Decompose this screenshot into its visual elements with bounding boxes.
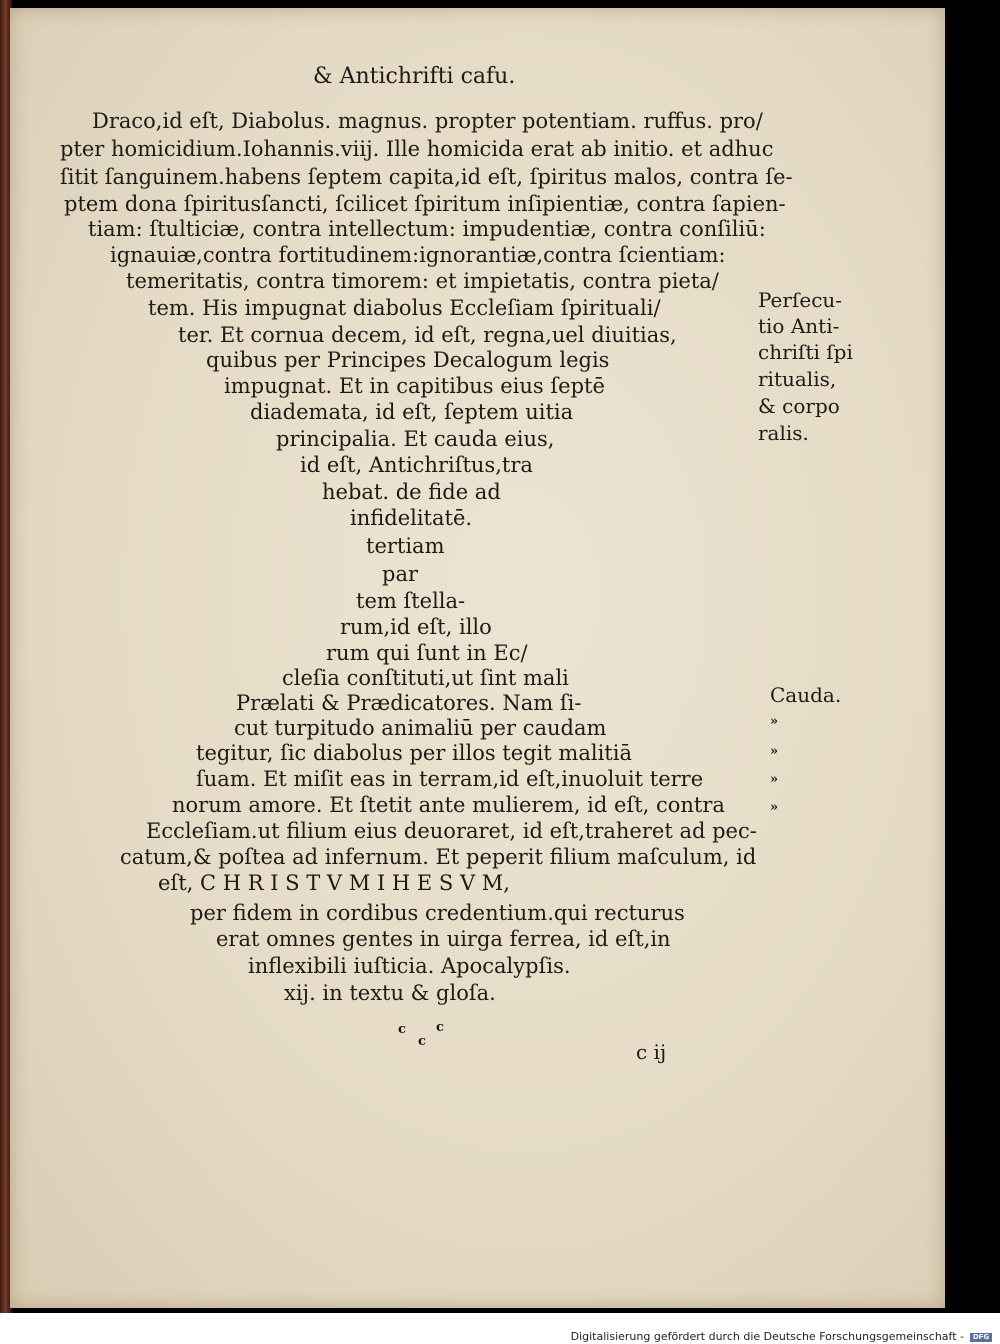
- margin-mark: »: [770, 714, 779, 729]
- body-line: impugnat. Et in capitibus eius ſeptē: [224, 374, 605, 398]
- signature-mark: c ij: [636, 1040, 667, 1064]
- margin-mark: »: [770, 800, 779, 815]
- body-line: ptem dona ſpiritusſancti, ſcilicet ſpiritum inſipientiæ, contra ſapien-: [64, 192, 786, 216]
- body-line: tem. His impugnat diabolus Eccleſiam ſpirituali/: [148, 296, 661, 320]
- margin-note-line: ralis.: [758, 421, 809, 445]
- page-mark: c: [398, 1022, 406, 1037]
- margin-mark: »: [770, 772, 779, 787]
- body-line: pter homicidium.Iohannis.viij. Ille homicida erat ab initio. et adhuc: [60, 137, 774, 161]
- page-mark: c: [418, 1034, 426, 1049]
- body-line: infidelitatē.: [350, 506, 473, 530]
- body-line: temeritatis, contra timorem: et impietatis, contra pieta/: [126, 269, 719, 293]
- body-line: eſt, C H R I S T V M I H E S V M,: [158, 871, 510, 895]
- body-line: tegitur, ſic diabolus per illos tegit malitiā: [196, 741, 632, 765]
- body-line: erat omnes gentes in uirga ferrea, id eſt,in: [216, 927, 671, 951]
- body-line: ſitit ſanguinem.habens ſeptem capita,id eſt, ſpiritus malos, contra ſe-: [60, 165, 793, 189]
- body-line: par: [382, 562, 419, 586]
- body-line: Draco,id eſt, Diabolus. magnus. propter potentiam. ruffus. pro/: [92, 109, 763, 133]
- running-header: & Antichrifti cafu.: [313, 64, 516, 89]
- body-line: ignauiæ,contra fortitudinem:ignorantiæ,contra ſcientiam:: [110, 243, 726, 267]
- body-line: tiam: ſtulticiæ, contra intellectum: impudentiæ, contra conſiliū:: [88, 217, 766, 241]
- footer-credit: Digitalisierung gefördert durch die Deutsche Forschungsgemeinschaft -: [570, 1330, 964, 1343]
- body-line: ſuam. Et miſit eas in terram,id eſt,inuoluit terre: [196, 767, 704, 791]
- body-line: catum,& poſtea ad infernum. Et peperit filium maſculum, id: [120, 845, 757, 869]
- page-mark: c: [436, 1020, 444, 1035]
- body-line: rum qui ſunt in Ec/: [326, 641, 528, 665]
- margin-mark: »: [770, 744, 779, 759]
- body-line: inflexibili iuſticia. Apocalypſis.: [248, 954, 571, 978]
- body-line: quibus per Principes Decalogum legis: [206, 348, 610, 372]
- body-line: Prælati & Prædicatores. Nam ſi-: [236, 691, 582, 715]
- body-line: hebat. de fide ad: [322, 480, 501, 504]
- body-line: xij. in textu & gloſa.: [284, 981, 496, 1005]
- body-line: diademata, id eſt, ſeptem uitia: [250, 400, 574, 424]
- margin-note-line: chriſti ſpi: [758, 340, 853, 364]
- body-line: tem ſtella-: [356, 589, 466, 613]
- body-line: Eccleſiam.ut filium eius deuoraret, id eſt,traheret ad pec-: [146, 819, 757, 843]
- margin-note-line: & corpo: [758, 394, 840, 418]
- body-line: per fidem in cordibus credentium.qui recturus: [190, 901, 685, 925]
- margin-note-line: ritualis,: [758, 367, 837, 391]
- body-line: principalia. Et cauda eius,: [276, 427, 555, 451]
- body-line: id eſt, Antichriſtus,tra: [300, 453, 533, 477]
- body-line: rum,id eſt, illo: [340, 615, 492, 639]
- body-line: norum amore. Et ſtetit ante mulierem, id eſt, contra: [172, 793, 725, 817]
- dfg-logo: DFG: [970, 1333, 992, 1342]
- margin-note-cauda: Cauda.: [770, 683, 842, 707]
- body-line: tertiam: [366, 534, 445, 558]
- body-line: cut turpitudo animaliū per caudam: [234, 716, 607, 740]
- body-line: ter. Et cornua decem, id eſt, regna,uel diuitias,: [178, 323, 677, 347]
- margin-note-line: Perſecu-: [758, 288, 843, 312]
- margin-note-line: tio Anti-: [758, 314, 840, 338]
- body-line: cleſia conſtituti,ut ſint mali: [282, 666, 569, 690]
